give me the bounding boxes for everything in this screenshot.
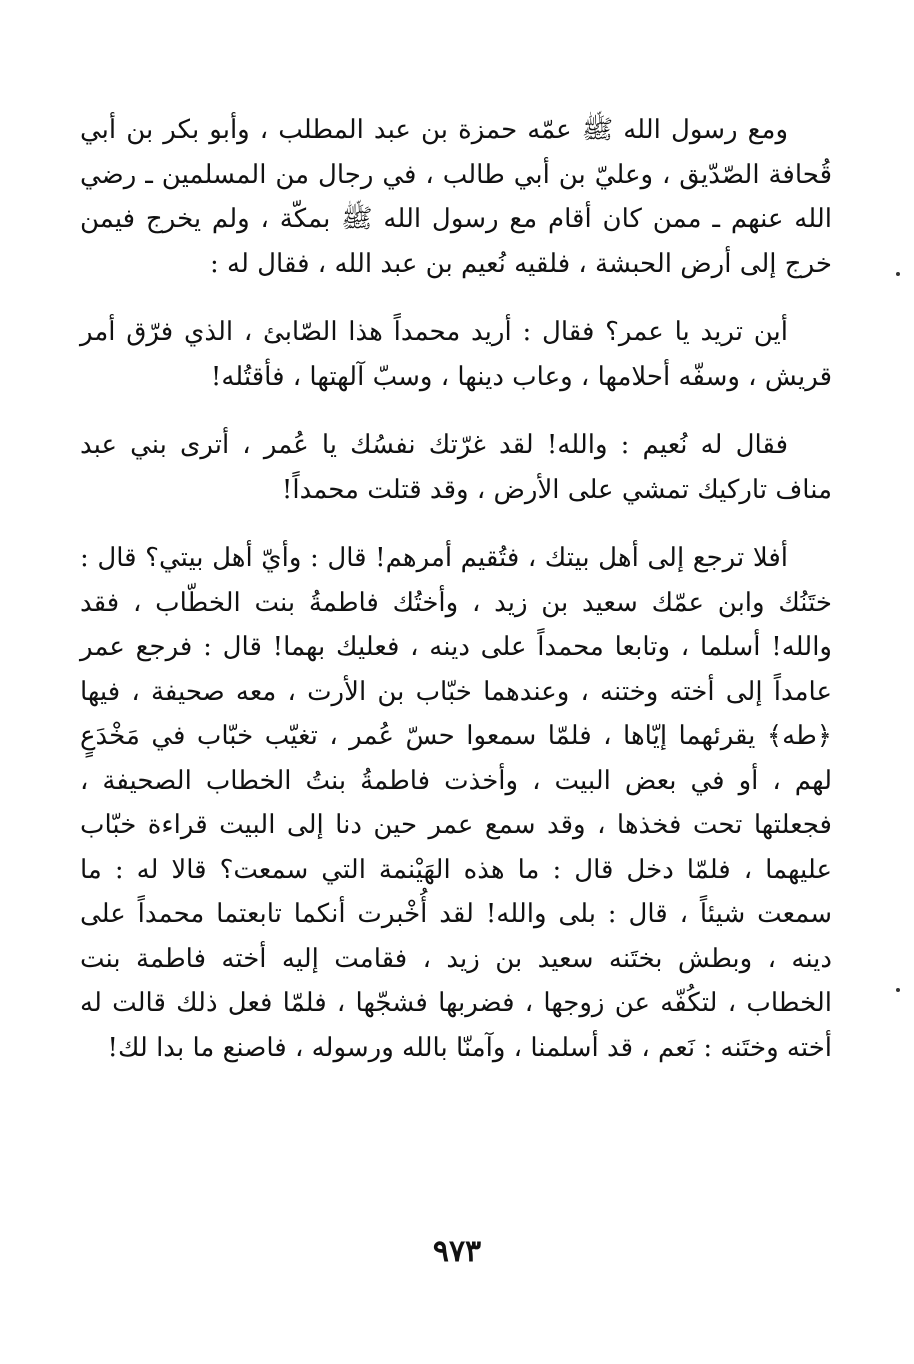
page-number: ٩٧٣: [432, 1234, 482, 1269]
paragraph-2: أين تريد يا عمر؟ فقال : أريد محمداً هذا الصّابئ ، الذي فرّق أمر قريش ، وسفّه أحلامها ، وعاب دينها ، وسبّ آلهتها ، فأقتُله!: [80, 317, 832, 392]
paragraph-4: أفلا ترجع إلى أهل بيتك ، فتُقيم أمرهم! قال : وأيّ أهل بيتي؟ قال : ختَنُك وابن عمّك سعيد بن زيد ، وأختُك فاطمةُ بنت الخطّاب ، فقد والله! أسلما ، وتابعا محمداً على دينه ، فعليك بهما! قال : فرجع عمر عامداً إلى أخته وختنه ، وعندهما خبّاب بن الأرت ، معه صحيفة ، فيها ﴿طه﴾ يقرئهما إيّاها ، فلمّا سمعوا حسّ عُمر ، تغيّب خبّاب في مَخْدَعٍ لهم ، أو في بعض البيت ، وأخذت فاطمةُ بنتُ الخطاب الصحيفة ، فجعلتها تحت فخذها ، وقد سمع عمر حين دنا إلى البيت قراءة خبّاب عليهما ، فلمّا دخل قال : ما هذه الهَيْنمة التي سمعت؟ قالا له : ما سمعت شيئاً ، قال : بلى والله! لقد أُخْبرت أنكما تابعتما محمداً على دينه ، وبطش بختَنه سعيد بن زيد ، فقامت إليه أخته فاطمة بنت الخطاب ، لتكُفّه عن زوجها ، فضربها فشجّها ، فلمّا فعل ذلك قالت له أخته وختَنه : نَعم ، قد أسلمنا ، وآمنّا بالله ورسوله ، فاصنع ما بدا لك!: [80, 543, 832, 1063]
body-text: [80, 108, 832, 1070]
margin-speck: [896, 988, 900, 992]
paragraph-1: ومع رسول الله ﷺ عمّه حمزة بن عبد المطلب ، وأبو بكر بن أبي قُحافة الصّدّيق ، وعليّ بن أبي طالب ، في رجال من المسلمين ـ رضي الله عنهم ـ ممن كان أقام مع رسول الله ﷺ بمكّة ، ولم يخرج فيمن خرج إلى أرض الحبشة ، فلقيه نُعيم بن عبد الله ، فقال له :: [80, 115, 832, 279]
margin-speck: [896, 272, 900, 276]
paragraph-3: فقال له نُعيم : والله! لقد غرّتك نفسُك يا عُمر ، أترى بني عبد مناف تاركيك تمشي على الأرض ، وقد قتلت محمداً!: [80, 430, 832, 505]
